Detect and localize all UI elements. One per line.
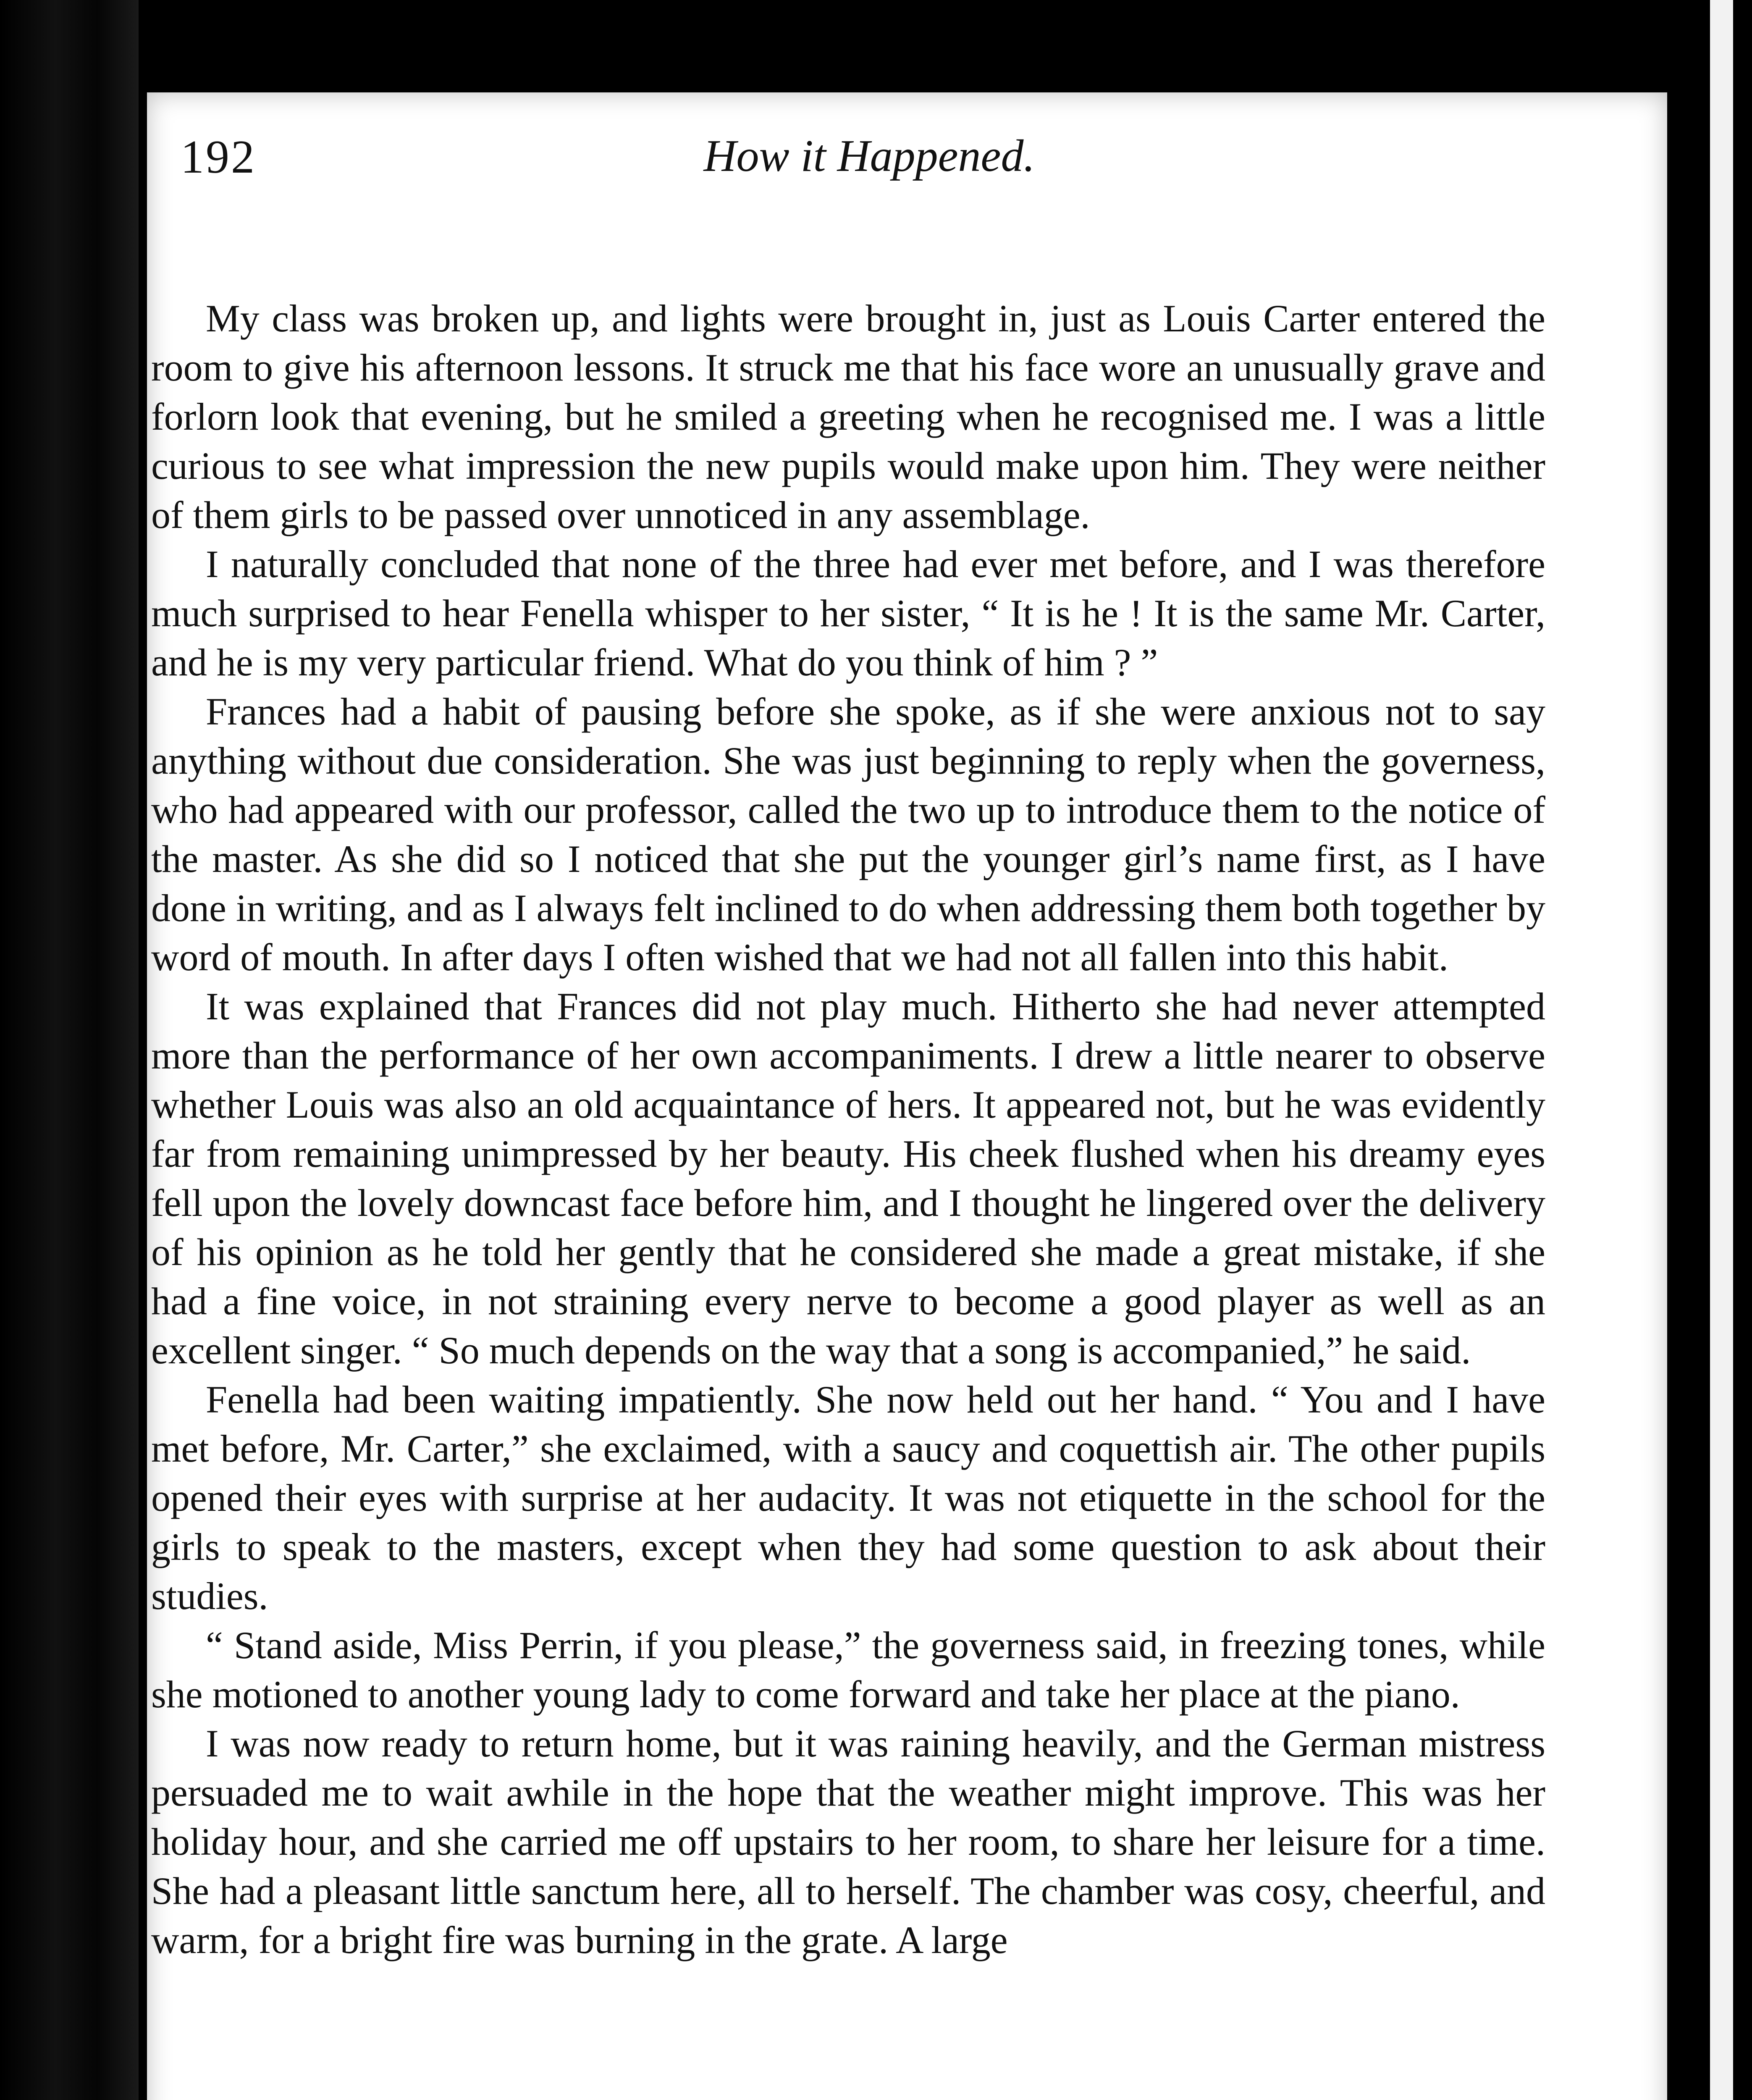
paragraph: Fenella had been waiting impatiently. She now held out her hand. “ You and I have met before, Mr. Carter,” she exclaimed, with a saucy and coquettish air. The other pupils opened their eyes with surprise at her audacity. It was not etiquette in the school for the girls to speak to the masters, except when they had some question to ask about their studies. bbox=[151, 1378, 1545, 1617]
paragraph: “ Stand aside, Miss Perrin, if you please,” the governess said, in freezing tones, while she motioned to another young lady to come forward and take her place at the piano. bbox=[151, 1624, 1545, 1716]
page-number: 192 bbox=[181, 131, 256, 183]
scan-border-right bbox=[1693, 0, 1752, 2100]
paragraph: It was explained that Frances did not play much. Hitherto she had never attempted more than the performance of her own accompaniments. I drew a little nearer to observe whether Louis was also an old acquaintance of hers. It appeared not, but he was evidently far from remaining unimpressed by her beauty. His cheek flushed when his dreamy eyes fell upon the lovely downcast face before him, and I thought he lingered over the delivery of his opinion as he told her gently that he considered she made a great mistake, if she had a fine voice, in not straining every nerve to become a good player as well as an excellent singer. “ So much depends on the way that a song is accompanied,” he said. bbox=[151, 985, 1545, 1372]
scan-border-left bbox=[0, 0, 139, 2100]
running-title: How it Happened. bbox=[703, 131, 1035, 181]
paragraph: I naturally concluded that none of the three had ever met before, and I was therefore much surprised to hear Fenella whisper to her sister, “ It is he ! It is the same Mr. Carter, and he is my very particular friend. What do you think of him ? ” bbox=[151, 543, 1545, 684]
paragraph: I was now ready to return home, but it was raining heavily, and the German mistress persuaded me to wait awhile in the hope that the weather might improve. This was her holiday hour, and she carried me off upstairs to her room, to share her leisure for a time. She had a pleasant little sanctum here, all to herself. The chamber was cosy, cheerful, and warm, for a bright fire was burning in the grate. A large bbox=[151, 1722, 1545, 1961]
body-text bbox=[151, 294, 1545, 1965]
paragraph: My class was broken up, and lights were brought in, just as Louis Carter entered the room to give his afternoon lessons. It struck me that his face wore an unusually grave and forlorn look that evening, but he smiled a greeting when he recognised me. I was a little curious to see what impression the new pupils would make upon him. They were neither of them girls to be passed over unnoticed in any assemblage. bbox=[151, 297, 1545, 536]
paragraph: Frances had a habit of pausing before she spoke, as if she were anxious not to say anything without due consideration. She was just beginning to reply when the governess, who had appeared with our professor, called the two up to introduce them to the notice of the master. As she did so I noticed that she put the younger girl’s name first, as I have done in writing, and as I always felt inclined to do when addressing them both together by word of mouth. In after days I often wished that we had not all fallen into this habit. bbox=[151, 690, 1545, 979]
page-header bbox=[181, 130, 1558, 214]
scan-edge-strip bbox=[1710, 0, 1733, 2100]
